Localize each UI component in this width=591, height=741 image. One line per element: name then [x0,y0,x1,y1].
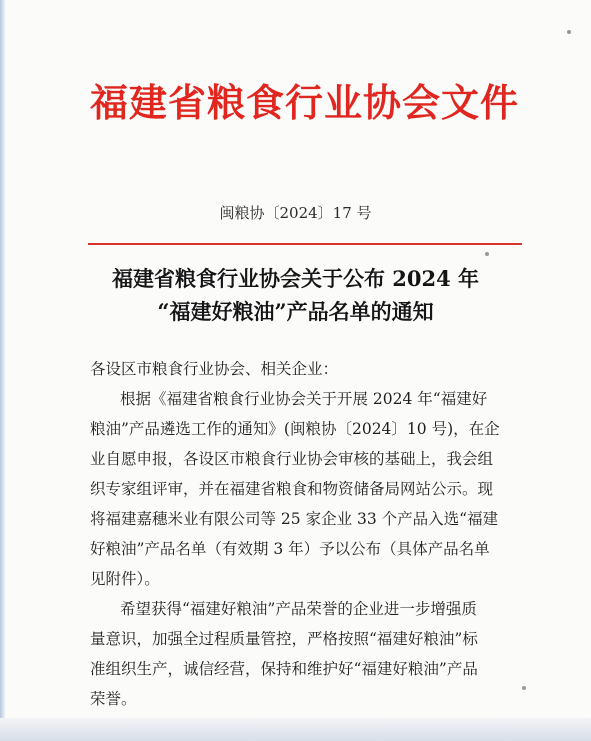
salutation: 各设区市粮食行业协会、相关企业： [90,360,339,378]
page-bottom-shadow [0,718,591,741]
paragraph-1-line: 见附件）。 [90,570,160,588]
scan-speck [567,30,571,34]
paragraph-1-line: 根据《福建省粮食行业协会关于开展 2024 年“福建好 [120,390,488,408]
paragraph-1-line: 好粮油”产品名单（有效期 3 年）予以公布（具体产品名单 [90,540,490,558]
paragraph-1-line: 业自愿申报，各设区市粮食行业协会审核的基础上，我会组 [90,450,494,468]
scan-speck [485,252,489,256]
paragraph-2-line: 准组织生产，诚信经营，保持和维护好“福建好粮油”产品 [90,660,478,678]
paragraph-1-line: 粮油”产品遴选工作的通知》(闽粮协〔2024〕10 号)，在企 [90,420,500,438]
scan-speck [522,686,526,690]
document-number: 闽粮协〔2024〕17 号 [219,204,372,222]
paragraph-2-line: 量意识，加强全过程质量管控，严格按照“福建好粮油”标 [90,630,478,648]
paragraph-1-line: 织专家组评审，并在福建省粮食和物资储备局网站公示。现 [90,480,494,498]
document-header-title: 福建省粮食行业协会文件 [90,80,520,125]
paragraph-2-line: 荣誉。 [90,690,137,708]
notice-title-line-2: “福建好粮油”产品名单的通知 [157,299,434,324]
paragraph-1-line: 将福建嘉穗米业有限公司等 25 家企业 33 个产品入选“福建 [90,510,499,528]
paragraph-2-line: 希望获得“福建好粮油”产品荣誉的企业进一步增强质 [120,600,477,618]
page-edge-shadow [0,0,5,741]
red-divider-rule [88,243,522,245]
notice-title-line-1: 福建省粮食行业协会关于公布 2024 年 [111,266,480,291]
